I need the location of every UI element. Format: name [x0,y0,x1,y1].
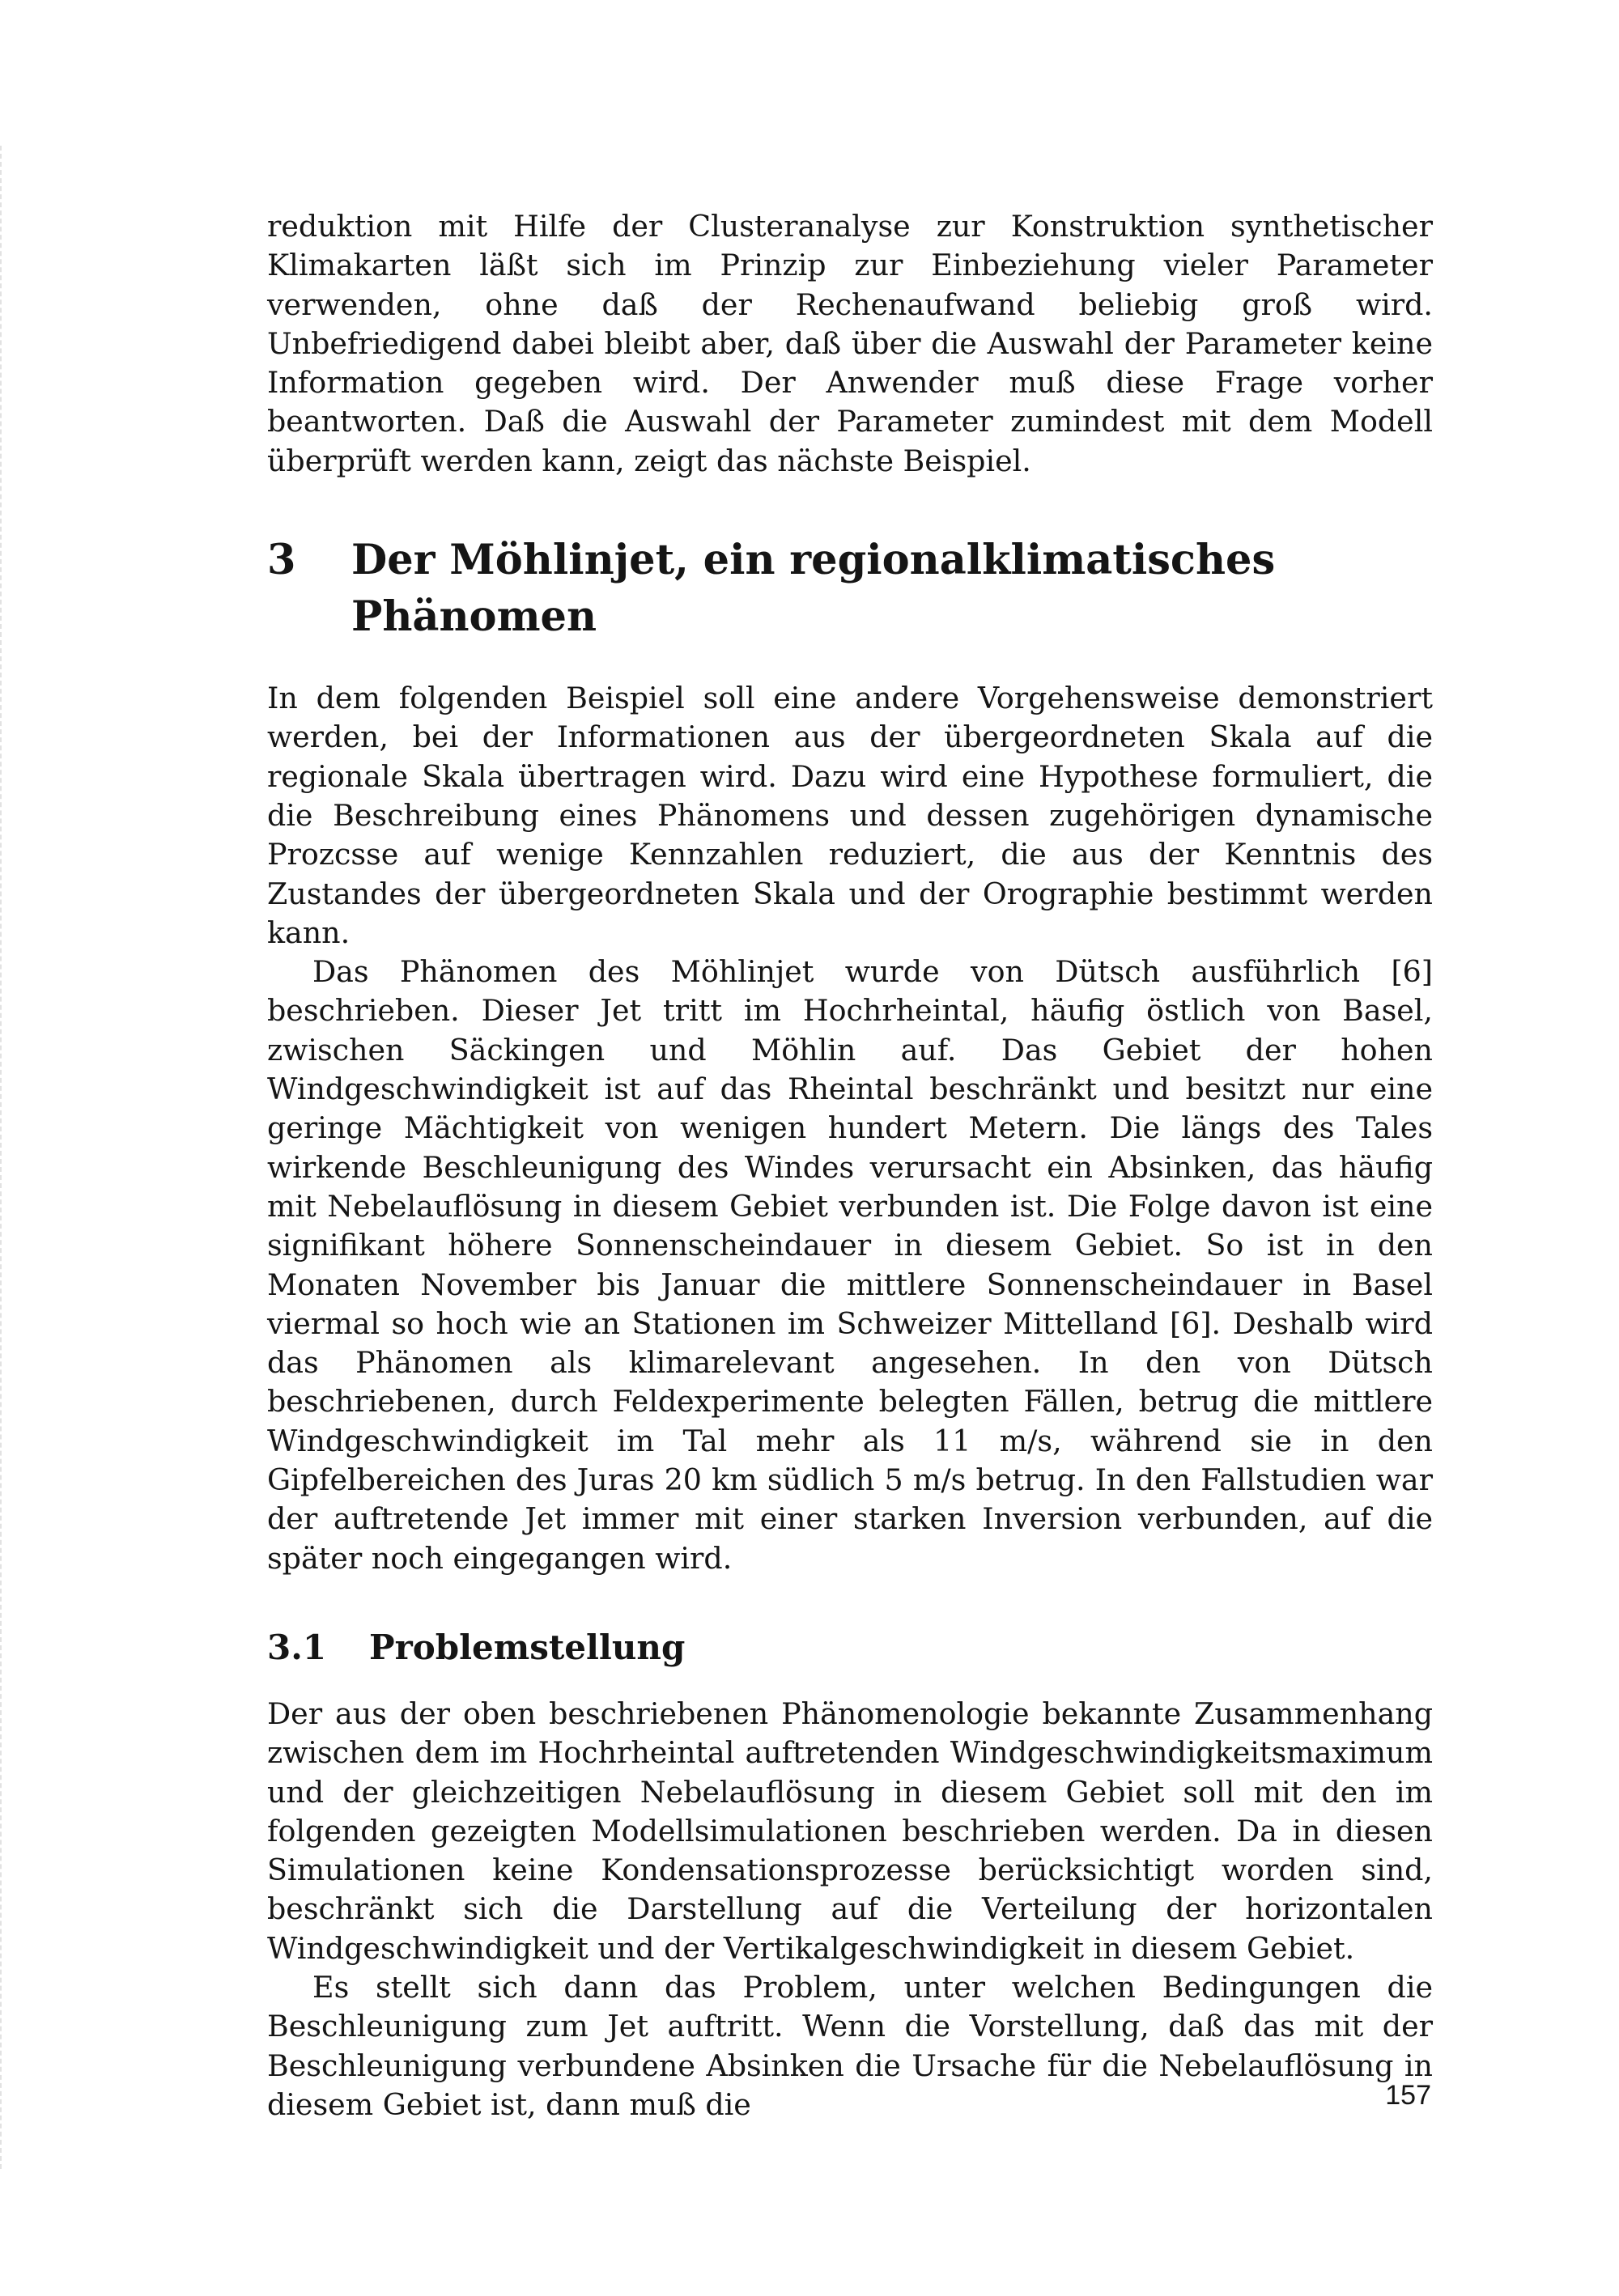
page-content [267,207,1433,2124]
section-title: Der Möhlinjet, ein regionalklimatisches Phänomen [351,536,1276,642]
section-paragraph-1: In dem folgenden Beispiel soll eine andere Vorgehensweise demonstriert werden, bei der Informationen aus der übergeordneten Skala auf die regionale Skala übertragen wird. Dazu wird eine Hypothese formuliert, die die Beschreibung eines Phänomens und dessen zugehörigen dynamische Prozcsse auf wenige Kennzahlen reduziert, die aus der Kenntnis des Zustandes der übergeordneten Skala und der Orographie bestimmt werden kann. [267,681,1433,950]
subsection-heading [267,1625,1433,1670]
section-number: 3 [267,536,296,585]
section-heading [267,532,1433,645]
section-paragraph-2: Das Phänomen des Möhlinjet wurde von Dütsch ausführlich [6] beschrieben. Dieser Jet tritt im Hochrheintal, häufig östlich von Basel, zwischen Säckingen und Möhlin auf. Das Gebiet der hohen Windgeschwindigkeit ist auf das Rheintal beschränkt und besitzt nur eine geringe Mächtigkeit von wenigen hundert Metern. Die längs des Tales wirkende Beschleunigung des Windes verursacht ein Absinken, das häufig mit Nebelauflösung in diesem Gebiet verbunden ist. Die Folge davon ist eine signifikant höhere Sonnenscheindauer in diesem Gebiet. So ist in den Monaten November bis Januar die mittlere Sonnenscheindauer in Basel viermal so hoch wie an Stationen im Schweizer Mittelland [6]. Deshalb wird das Phänomen als klimarelevant angesehen. In den von Dütsch beschriebenen, durch Feldexperimente belegten Fällen, betrug die mittlere Windgeschwindigkeit im Tal mehr als 11 m/s, während sie in den Gipfelbereichen des Juras 20 km südlich 5 m/s betrug. In den Fallstudien war der auftretende Jet immer mit einer starken Inversion verbunden, auf die später noch eingegangen wird. [267,954,1433,1576]
subsection-title: Problemstellung [369,1627,686,1667]
subsection-paragraph-1: Der aus der oben beschriebenen Phänomenologie bekannte Zusammenhang zwischen dem im Hochrheintal auftretenden Windgeschwindigkeitsmaximum und der gleichzeitigen Nebelauflösung in diesem Gebiet soll mit den im folgenden gezeigten Modellsimulationen beschrieben werden. Da in diesen Simulationen keine Kondensationsprozesse berücksichtigt worden sind, beschränkt sich die Darstellung auf die Verteilung der horizontalen Windgeschwindigkeit und der Vertikalgeschwindigkeit in diesem Gebiet. [267,1695,1433,1966]
subsection-paragraph-2: Es stellt sich dann das Problem, unter welchen Bedingungen die Beschleunigung zum Jet auftritt. Wenn die Vorstellung, daß das mit der Beschleunigung verbundene Absinken die Ursache für die Nebelauflösung in diesem Gebiet ist, dann muß die [267,1969,1433,2122]
scan-edge-marks [0,146,4,2169]
subsection-number: 3.1 [267,1627,327,1667]
paragraph-continued: reduktion mit Hilfe der Clusteranalyse zur Konstruktion synthetischer Klimakarten läßt sich im Prinzip zur Einbeziehung vieler Parameter verwenden, ohne daß der Rechenaufwand beliebig groß wird. Unbefriedigend dabei bleibt aber, daß über die Auswahl der Parameter keine Information gegeben wird. Der Anwender muß diese Frage vorher beantworten. Daß die Auswahl der Parameter zumindest mit dem Modell überprüft werden kann, zeigt das nächste Beispiel. [267,209,1433,478]
page-number: 157 [1385,2080,1431,2111]
